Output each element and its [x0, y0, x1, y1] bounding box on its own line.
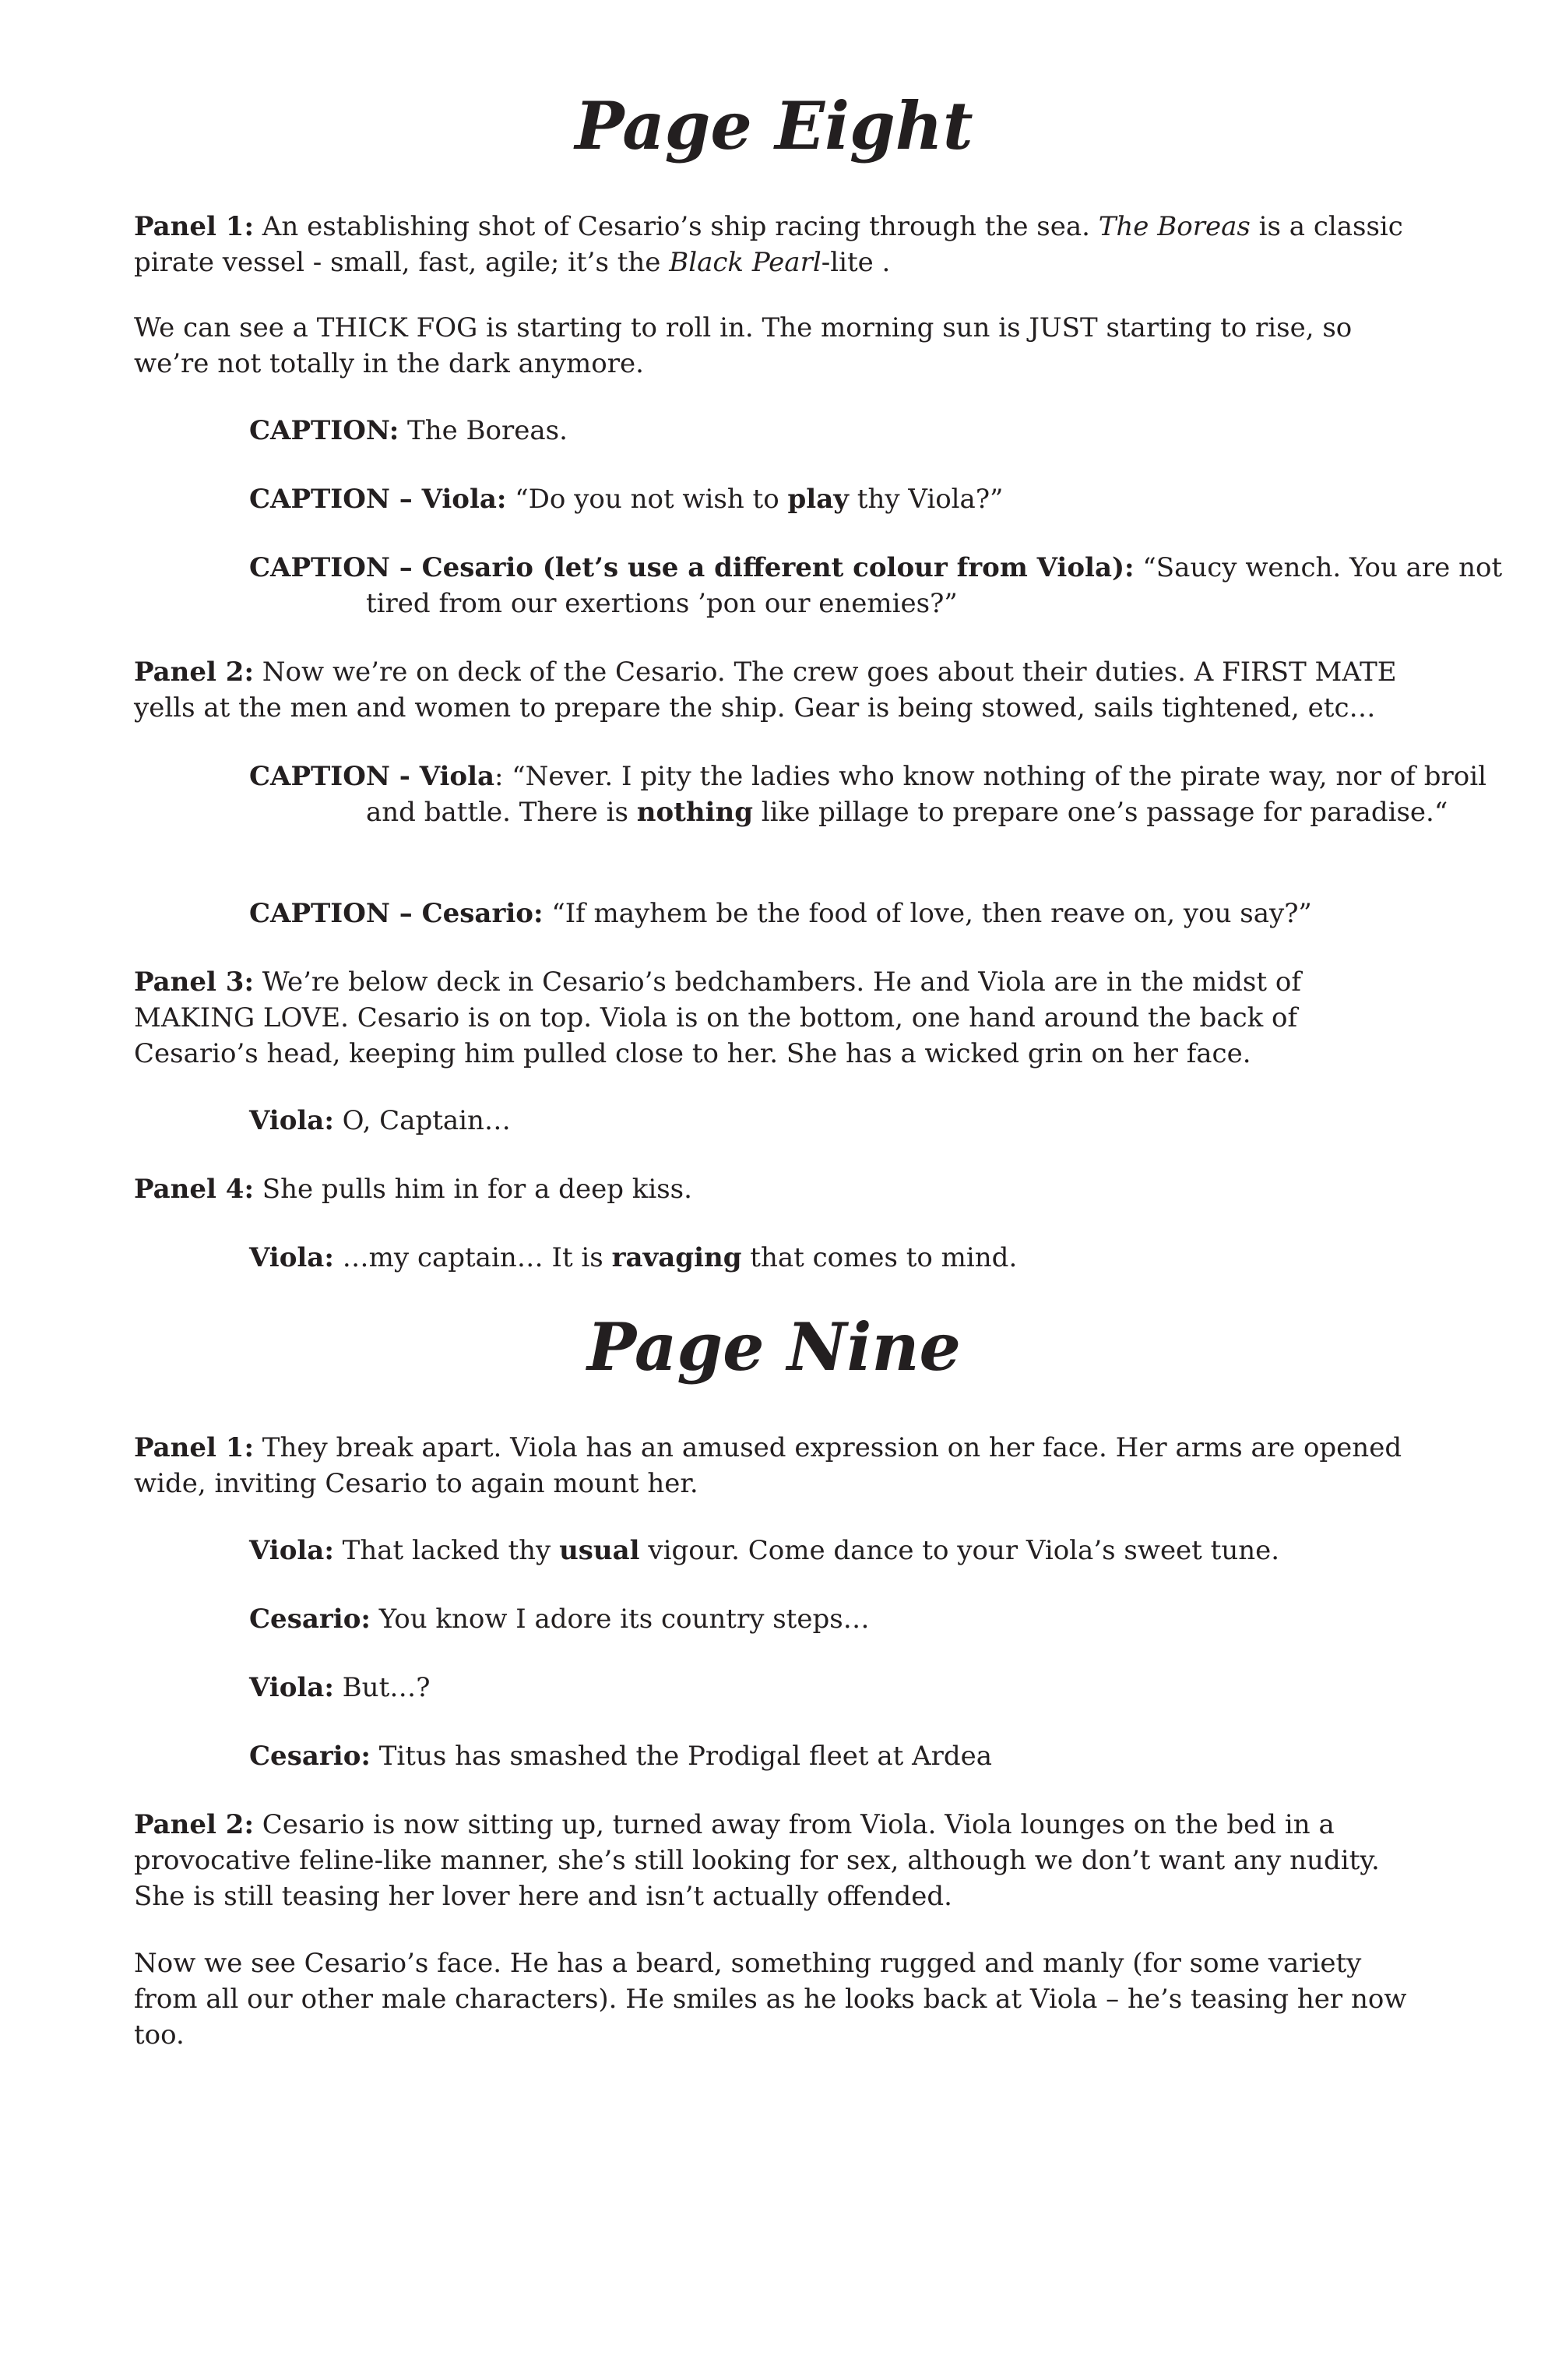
dialogue-cesario-2 [249, 1738, 1518, 1774]
speaker-label: Cesario: [249, 1741, 371, 1772]
ship-name: The Boreas [1098, 211, 1251, 242]
caption-text: “Do you not wish to [506, 484, 788, 515]
panel-2-description [134, 654, 1411, 726]
caption-cesario-1 [249, 550, 1518, 621]
caption-label: CAPTION: [249, 415, 399, 446]
dialogue-cesario-1 [249, 1601, 1518, 1637]
film-reference: Black Pearl [669, 247, 821, 278]
panel-text: is a classic pirate vessel - small, fast, agile; it’s the [134, 211, 1403, 278]
panel-text: We’re below deck in Cesario’s bedchambers. He and Viola are in the midst of MAKING LOVE. Cesario is on top. Viola is on the bottom, one hand around the back of Cesario’s head, keeping him pulled close to her. She has a wicked grin on her face. [134, 966, 1301, 1069]
caption-text: : “Never. I pity the ladies who know nothing of the pirate way, nor of broil and battle. There is [366, 761, 1486, 828]
emphasis: play [787, 484, 849, 515]
speaker-label: Viola: [249, 1105, 334, 1136]
dialogue-text: Titus has smashed the Prodigal fleet at Ardea [370, 1741, 993, 1772]
panel-1-description [134, 209, 1411, 280]
dialogue-viola-1 [249, 1103, 1518, 1139]
dialogue-text: vigour. Come dance to your Viola’s sweet tune. [639, 1535, 1280, 1566]
caption-text: “Saucy wench. You are not tired from our exertions ’pon our enemies?” [366, 552, 1503, 619]
caption-viola-2 [249, 759, 1518, 830]
emphasis: ravaging [611, 1242, 742, 1273]
dialogue-viola-4 [249, 1670, 1518, 1706]
dialogue-viola-3 [249, 1533, 1518, 1568]
speaker-label: Viola: [249, 1672, 334, 1703]
caption-label: CAPTION - Viola [249, 761, 495, 792]
panel-text: Cesario is now sitting up, turned away from Viola. Viola lounges on the bed in a provocative feline-like manner, she’s still looking for sex, although we don’t want any nudity. She is still teasing her lover here and isn’t actually offended. [134, 1809, 1380, 1912]
panel-text: She pulls him in for a deep kiss. [254, 1174, 692, 1205]
emphasis: usual [559, 1535, 640, 1566]
panel-4-description [134, 1171, 1411, 1207]
panel-label: Panel 1: [134, 211, 254, 242]
caption-text: The Boreas. [399, 415, 568, 446]
panel-text: Now we’re on deck of the Cesario. The crew goes about their duties. A FIRST MATE yells at the men and women to prepare the ship. Gear is being stowed, sails tightened, etc… [134, 657, 1397, 724]
dialogue-text: But…? [333, 1672, 431, 1703]
caption-viola-1 [249, 481, 1518, 517]
panel-label: Panel 3: [134, 966, 254, 998]
speaker-label: Cesario: [249, 1604, 371, 1635]
caption-boreas [249, 413, 1518, 449]
panel-2-description [134, 1807, 1411, 1914]
page-nine-heading: Page Nine [587, 1308, 961, 1385]
caption-text: like pillage to prepare one’s passage for paradise.“ [752, 797, 1448, 828]
dialogue-text: O, Captain… [333, 1105, 511, 1136]
dialogue-text: That lacked thy [333, 1535, 560, 1566]
caption-label: CAPTION – Viola: [249, 484, 507, 515]
dialogue-text: You know I adore its country steps… [370, 1604, 870, 1635]
panel-2-face-description: Now we see Cesario’s face. He has a beard, something rugged and manly (for some variety from all our other male characters). He smiles as he looks back at Viola – he’s teasing her now too. [134, 1948, 1407, 2051]
caption-label: CAPTION – Cesario (let’s use a different colour from Viola): [249, 552, 1135, 583]
emphasis: nothing [636, 797, 753, 828]
speaker-label: Viola: [249, 1535, 334, 1566]
page-eight-heading: Page Eight [575, 87, 973, 164]
caption-label: CAPTION – Cesario: [249, 898, 544, 929]
panel-label: Panel 1: [134, 1432, 254, 1463]
panel-label: Panel 2: [134, 657, 254, 688]
panel-label: Panel 4: [134, 1174, 254, 1205]
panel-text: They break apart. Viola has an amused expression on her face. Her arms are opened wide, inviting Cesario to again mount her. [134, 1432, 1402, 1499]
dialogue-viola-2 [249, 1240, 1518, 1276]
panel-1-fog-description: We can see a THICK FOG is starting to roll in. The morning sun is JUST starting to rise, so we’re not totally in the dark anymore. [134, 312, 1353, 379]
caption-text: “If mayhem be the food of love, then reave on, you say?” [543, 898, 1312, 929]
dialogue-text: that comes to mind. [741, 1242, 1018, 1273]
dialogue-text: …my captain… It is [333, 1242, 612, 1273]
panel-1-description [134, 1430, 1411, 1502]
panel-label: Panel 2: [134, 1809, 254, 1840]
panel-text: An establishing shot of Cesario’s ship racing through the sea. [254, 211, 1099, 242]
panel-text: -lite . [821, 247, 891, 278]
panel-3-description [134, 964, 1411, 1072]
caption-cesario-2 [249, 896, 1518, 931]
caption-text: thy Viola?” [848, 484, 1004, 515]
speaker-label: Viola: [249, 1242, 334, 1273]
